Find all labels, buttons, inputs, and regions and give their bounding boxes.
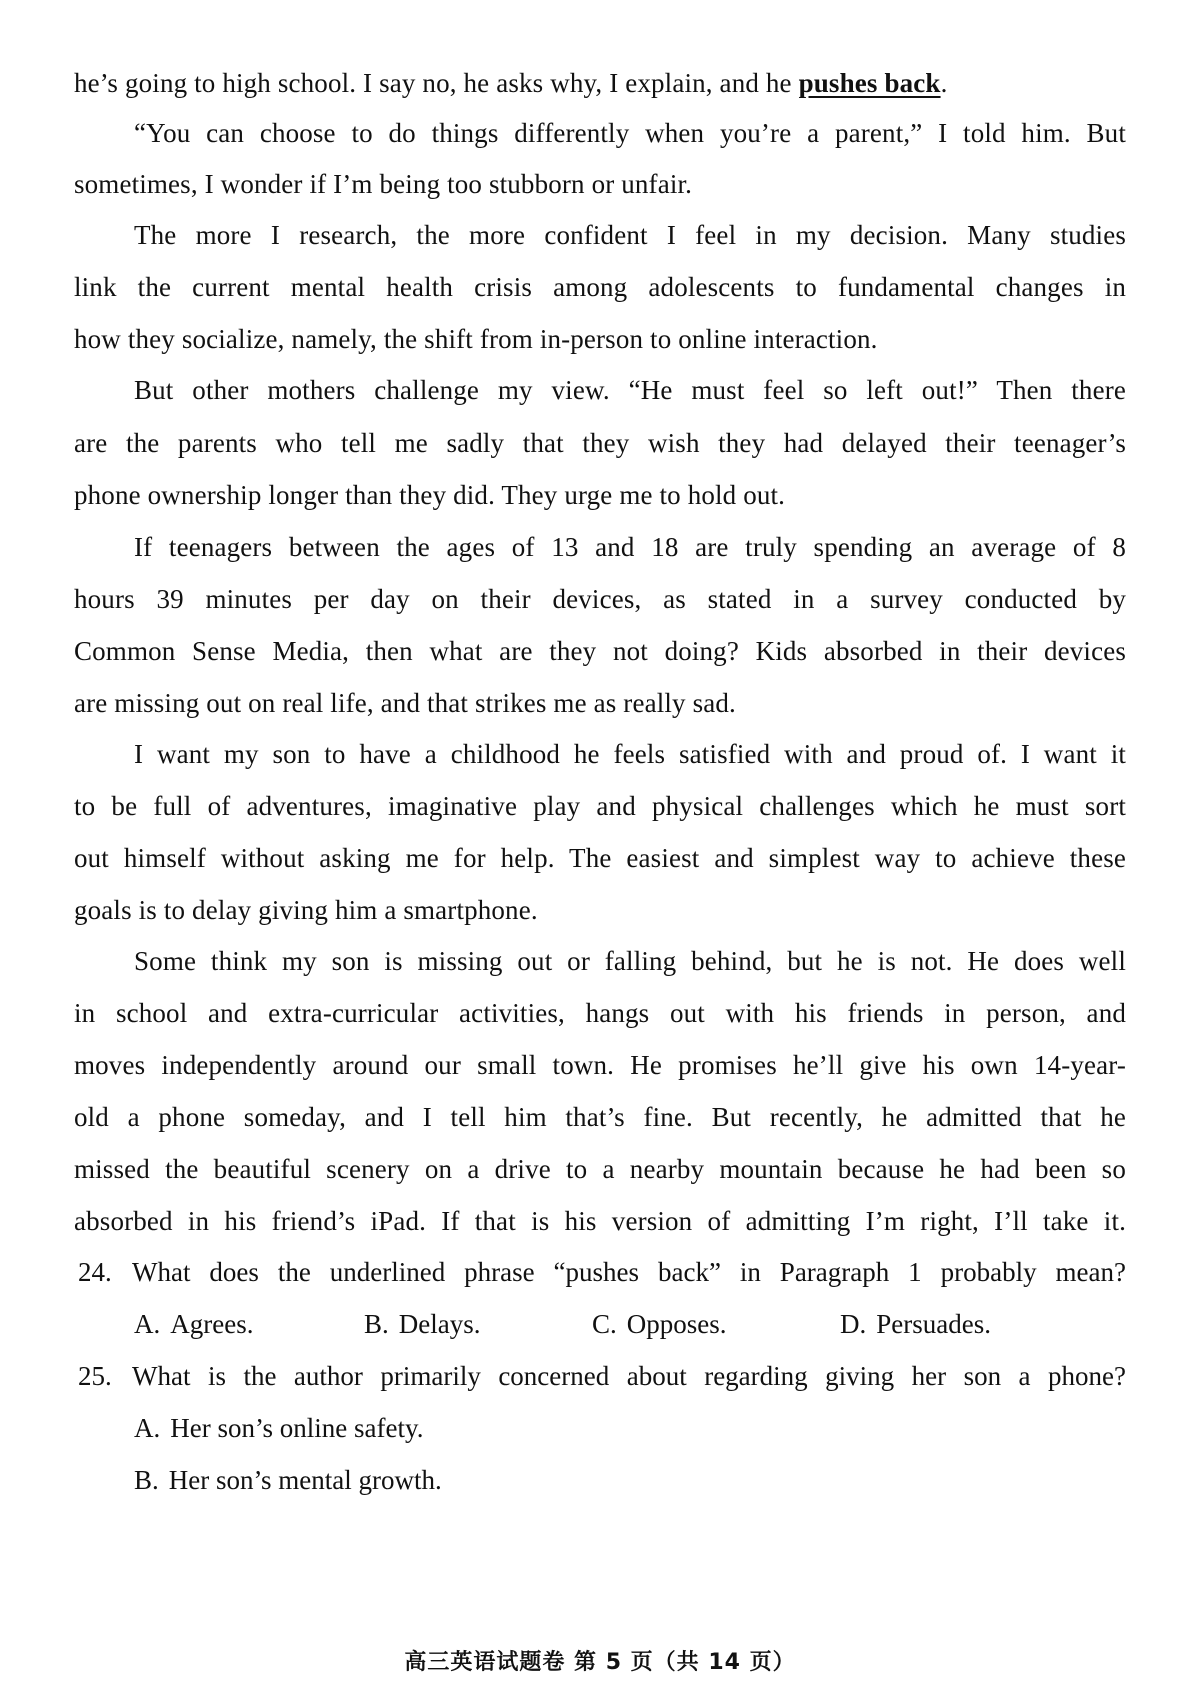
passage-p7-line-3: moves independently around our small town. He promises he’ll give his own 14-year-	[74, 1050, 1126, 1080]
option-letter: A.	[134, 1413, 161, 1443]
q25-option-b[interactable]	[134, 1463, 442, 1497]
passage-p5-line-2: hours 39 minutes per day on their devices, as stated in a survey conducted by	[74, 584, 1126, 614]
passage-p3-line-3: how they socialize, namely, the shift from in-person to online interaction.	[74, 324, 878, 354]
passage-p1-line-1	[74, 66, 1126, 100]
passage-p6-line-4: goals is to delay giving him a smartphone.	[74, 895, 538, 925]
option-letter: B.	[134, 1465, 159, 1495]
q24-option-a[interactable]	[134, 1307, 253, 1341]
option-letter: A.	[134, 1309, 161, 1339]
question-text: What is the author primarily concerned about regarding giving her son a phone?	[132, 1361, 1126, 1391]
passage-p6-line-3: out himself without asking me for help. The easiest and simplest way to achieve these	[74, 843, 1126, 873]
passage-p4-line-2: are the parents who tell me sadly that they wish they had delayed their teenager’s	[74, 428, 1126, 458]
underlined-phrase: pushes back	[798, 68, 941, 98]
passage-p6-line-2: to be full of adventures, imaginative play and physical challenges which he must sort	[74, 791, 1126, 821]
passage-p5-line-3: Common Sense Media, then what are they not doing? Kids absorbed in their devices	[74, 636, 1126, 666]
option-text: Delays.	[398, 1309, 481, 1339]
q25-option-a[interactable]	[134, 1411, 423, 1445]
passage-p7-line-6: absorbed in his friend’s iPad. If that is his version of admitting I’m right, I’ll take it.	[74, 1206, 1126, 1236]
passage-p6-line-1: I want my son to have a childhood he feels satisfied with and proud of. I want it	[134, 739, 1126, 769]
passage-p5-line-4: are missing out on real life, and that strikes me as really sad.	[74, 688, 736, 718]
option-letter: B.	[364, 1309, 389, 1339]
passage-text: he’s going to high school. I say no, he asks why, I explain, and he	[74, 68, 799, 98]
question-number: 25.	[78, 1361, 112, 1391]
option-letter: C.	[592, 1309, 617, 1339]
question-24	[78, 1255, 1126, 1289]
option-text: Opposes.	[626, 1309, 727, 1339]
passage-p3-line-2: link the current mental health crisis among adolescents to fundamental changes in	[74, 272, 1126, 302]
option-text: Persuades.	[876, 1309, 991, 1339]
q24-option-b[interactable]	[364, 1307, 481, 1341]
passage-p7-line-2: in school and extra-curricular activities, hangs out with his friends in person, and	[74, 998, 1126, 1028]
passage-p7-line-1: Some think my son is missing out or falling behind, but he is not. He does well	[134, 946, 1126, 976]
passage-p3-line-1: The more I research, the more confident I feel in my decision. Many studies	[134, 220, 1126, 250]
period: .	[940, 68, 948, 98]
question-number: 24.	[78, 1257, 112, 1287]
q24-option-c[interactable]	[592, 1307, 727, 1341]
passage-p2-line-1: “You can choose to do things differently when you’re a parent,” I told him. But	[134, 118, 1126, 148]
question-25	[78, 1359, 1126, 1393]
page-footer: 高三英语试题卷 第 5 页（共 14 页）	[404, 1650, 796, 1675]
passage-p4-line-3: phone ownership longer than they did. They urge me to hold out.	[74, 480, 786, 510]
passage-p5-line-1: If teenagers between the ages of 13 and 18 are truly spending an average of 8	[134, 532, 1126, 562]
q24-option-d[interactable]	[840, 1307, 991, 1341]
option-text: Agrees.	[170, 1309, 254, 1339]
passage-p7-line-4: old a phone someday, and I tell him that’s fine. But recently, he admitted that he	[74, 1102, 1126, 1132]
question-text: What does the underlined phrase “pushes back” in Paragraph 1 probably mean?	[132, 1257, 1126, 1287]
option-text: Her son’s online safety.	[170, 1413, 424, 1443]
option-text: Her son’s mental growth.	[168, 1465, 442, 1495]
passage-p7-line-5: missed the beautiful scenery on a drive to a nearby mountain because he had been so	[74, 1154, 1126, 1184]
option-letter: D.	[840, 1309, 867, 1339]
passage-p4-line-1: But other mothers challenge my view. “He must feel so left out!” Then there	[134, 375, 1126, 405]
passage-p2-line-2: sometimes, I wonder if I’m being too stubborn or unfair.	[74, 169, 693, 199]
